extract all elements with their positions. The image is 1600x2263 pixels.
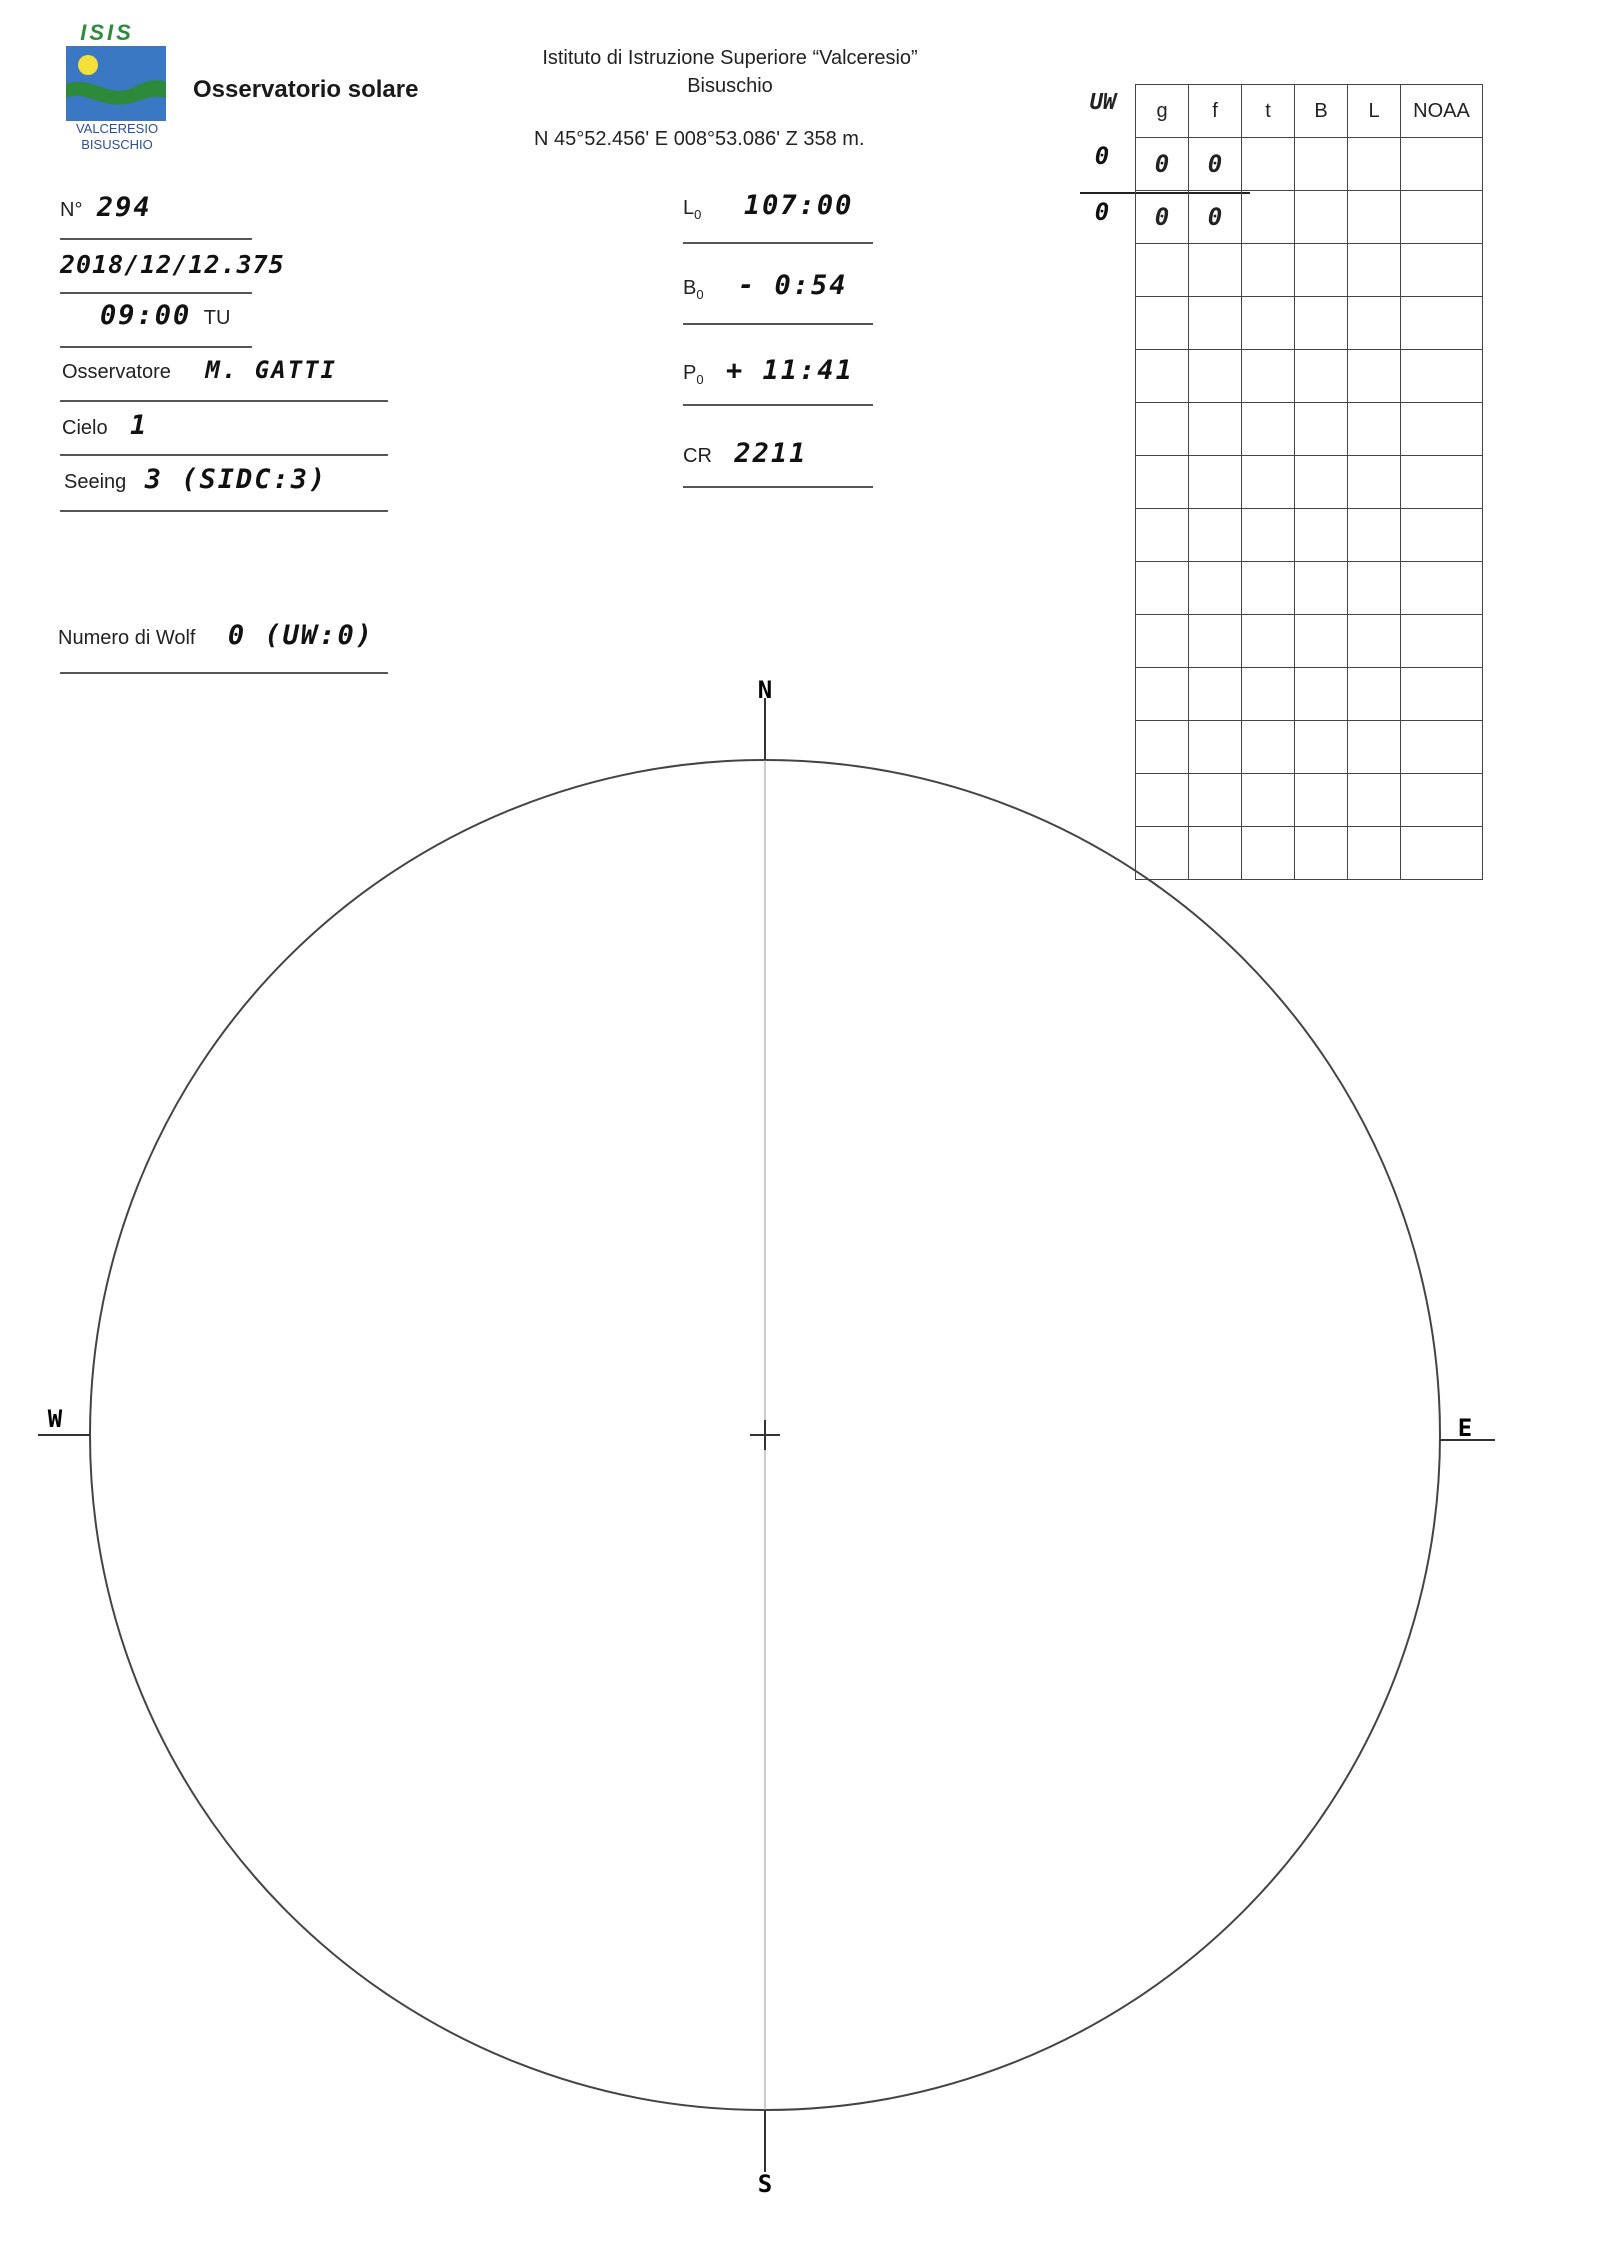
cr-value: 2211 xyxy=(734,438,808,469)
column-header: L xyxy=(1348,85,1401,138)
table-cell: 0 xyxy=(1189,138,1242,191)
institute-line2: Bisuschio xyxy=(687,75,773,97)
wolf-number-value: 0 (UW:0) xyxy=(227,620,374,651)
seeing-value: 3 (SIDC:3) xyxy=(144,464,328,495)
south-label: S xyxy=(757,2170,773,2198)
north-label: N xyxy=(757,676,773,704)
sky-value: 1 xyxy=(130,410,149,441)
column-header: f xyxy=(1189,85,1242,138)
report-number-value: 294 xyxy=(96,192,152,223)
b0-label: $B_0$ xyxy=(683,277,704,302)
time-unit-label: TU xyxy=(203,307,231,329)
site-coordinates: N 45°52.456' E 008°53.086' Z 358 m. xyxy=(534,128,865,150)
observer-value: M. GATTI xyxy=(205,356,337,384)
table-cell: 0 xyxy=(1189,191,1242,244)
logo-caption-line2: BISUSCHIO xyxy=(81,137,153,152)
table-cell: 0 xyxy=(1136,191,1189,244)
time-value: 09:00 xyxy=(100,300,192,331)
column-header: B xyxy=(1295,85,1348,138)
observer-label: Osservatore xyxy=(62,361,171,383)
uw-value-row1: 0 xyxy=(1094,142,1112,170)
column-header: g xyxy=(1136,85,1189,138)
column-header: t xyxy=(1242,85,1295,138)
observation-date-value: 2018/12/12.375 xyxy=(60,250,285,279)
sky-label: Cielo xyxy=(62,417,108,439)
observatory-title: Osservatorio solare xyxy=(193,76,419,103)
logo-wordmark: ISIS xyxy=(80,20,134,45)
east-label: E xyxy=(1457,1414,1473,1442)
seeing-label: Seeing xyxy=(64,471,127,493)
table-cell: 0 xyxy=(1136,138,1189,191)
wolf-number-label: Numero di Wolf xyxy=(58,627,196,649)
institute-line1: Istituto di Istruzione Superiore “Valceresio” xyxy=(542,47,918,69)
cr-label: CR xyxy=(683,445,712,467)
report-number-label: N° xyxy=(60,199,83,221)
column-header: NOAA xyxy=(1401,85,1483,138)
west-label: W xyxy=(47,1405,63,1433)
uw-header: UW xyxy=(1089,90,1117,115)
l0-value: 107:00 xyxy=(743,190,854,221)
logo-caption-line1: VALCERESIO xyxy=(75,121,159,136)
p0-value: + 11:41 xyxy=(726,355,854,386)
p0-label: $P_0$ xyxy=(683,362,704,387)
l0-label: $L_0$ xyxy=(683,197,702,222)
uw-value-row2: 0 xyxy=(1094,198,1112,226)
b0-value: - 0:54 xyxy=(738,270,848,301)
